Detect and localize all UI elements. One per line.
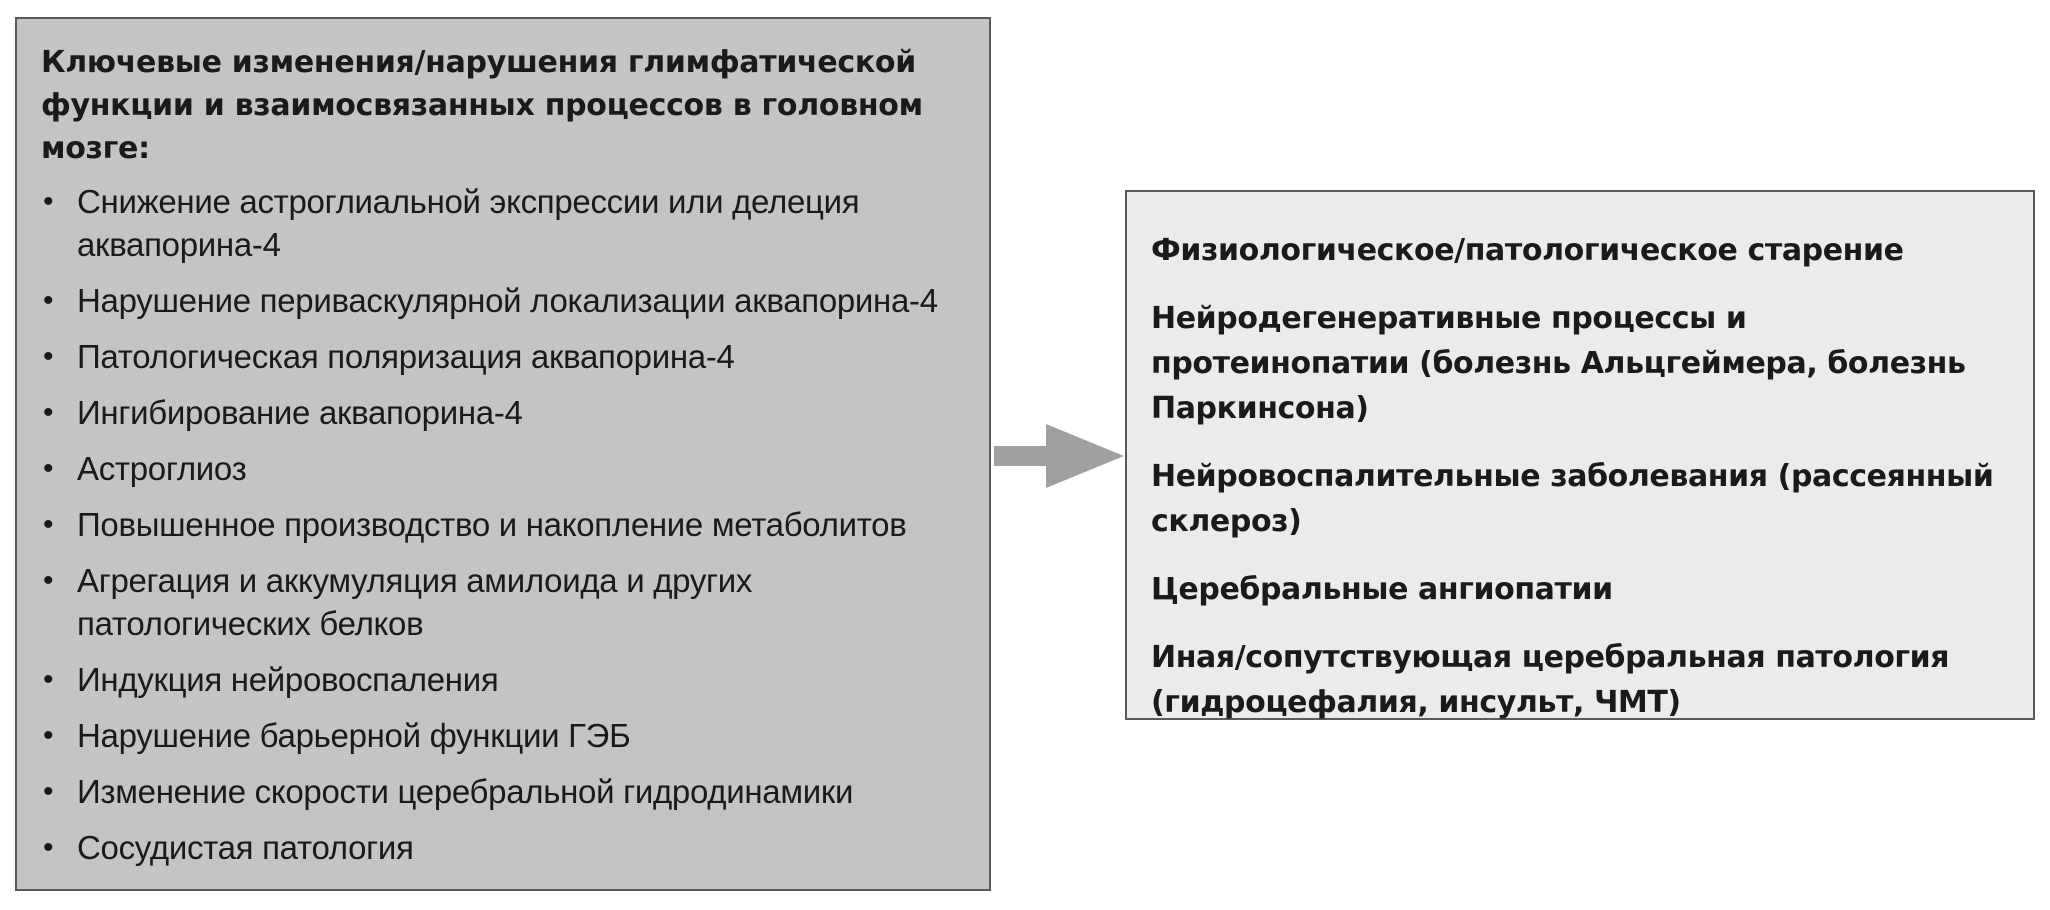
- bullet-icon: •: [43, 663, 54, 696]
- conditions-panel: [1125, 190, 2035, 720]
- list-item-text: Нарушение периваскулярной локализации аквапорина-4: [77, 282, 938, 319]
- list-item-text: Агрегация и аккумуляция амилоида и других патологических белков: [77, 562, 753, 642]
- bullet-icon: •: [43, 719, 54, 752]
- arrow-shape: [994, 424, 1124, 488]
- bullet-icon: •: [43, 508, 54, 541]
- list-item-text: Патологическая поляризация аквапорина-4: [77, 338, 735, 375]
- list-item: [41, 826, 969, 869]
- list-item-text: Нарушение барьерной функции ГЭБ: [77, 717, 631, 754]
- list-item: [41, 180, 969, 266]
- arrow-right-icon: [994, 424, 1124, 488]
- condition-item: Нейродегенеративные процессы и протеинопатии (болезнь Альцгеймера, болезнь Паркинсона): [1151, 301, 1966, 426]
- list-item: [41, 770, 969, 813]
- bullet-icon: •: [43, 340, 54, 373]
- bullet-icon: •: [43, 452, 54, 485]
- list-item-text: Астроглиоз: [77, 450, 247, 487]
- list-item: [41, 658, 969, 701]
- list-item: [41, 559, 969, 645]
- condition-item: Физиологическое/патологическое старение: [1151, 233, 1904, 268]
- list-item: [41, 391, 969, 434]
- list-item: [41, 447, 969, 490]
- list-item-text: Повышенное производство и накопление метаболитов: [77, 506, 907, 543]
- bullet-icon: •: [43, 831, 54, 864]
- list-item: [41, 714, 969, 757]
- condition-item: Иная/сопутствующая церебральная патология (гидроцефалия, инсульт, ЧМТ): [1151, 640, 1950, 720]
- bullet-icon: •: [43, 775, 54, 808]
- list-item-text: Изменение скорости церебральной гидродинамики: [77, 773, 854, 810]
- list-item: [41, 335, 969, 378]
- condition-item: Церебральные ангиопатии: [1151, 572, 1613, 607]
- bullet-icon: •: [43, 396, 54, 429]
- list-item-text: Снижение астроглиальной экспрессии или делеция аквапорина-4: [77, 183, 860, 263]
- bullet-icon: •: [43, 185, 54, 218]
- condition-item: Нейровоспалительные заболевания (рассеянный склероз): [1151, 459, 1994, 539]
- bullet-icon: •: [43, 284, 54, 317]
- bullet-icon: •: [43, 564, 54, 597]
- causes-list: [41, 180, 969, 869]
- causes-title: Ключевые изменения/нарушения глимфатической функции и взаимосвязанных процессов в головном мозге:: [41, 45, 923, 166]
- list-item: [41, 279, 969, 322]
- list-item-text: Ингибирование аквапорина-4: [77, 394, 523, 431]
- list-item-text: Сосудистая патология: [77, 829, 414, 866]
- list-item: [41, 503, 969, 546]
- causes-panel: [15, 17, 991, 891]
- list-item-text: Индукция нейровоспаления: [77, 661, 499, 698]
